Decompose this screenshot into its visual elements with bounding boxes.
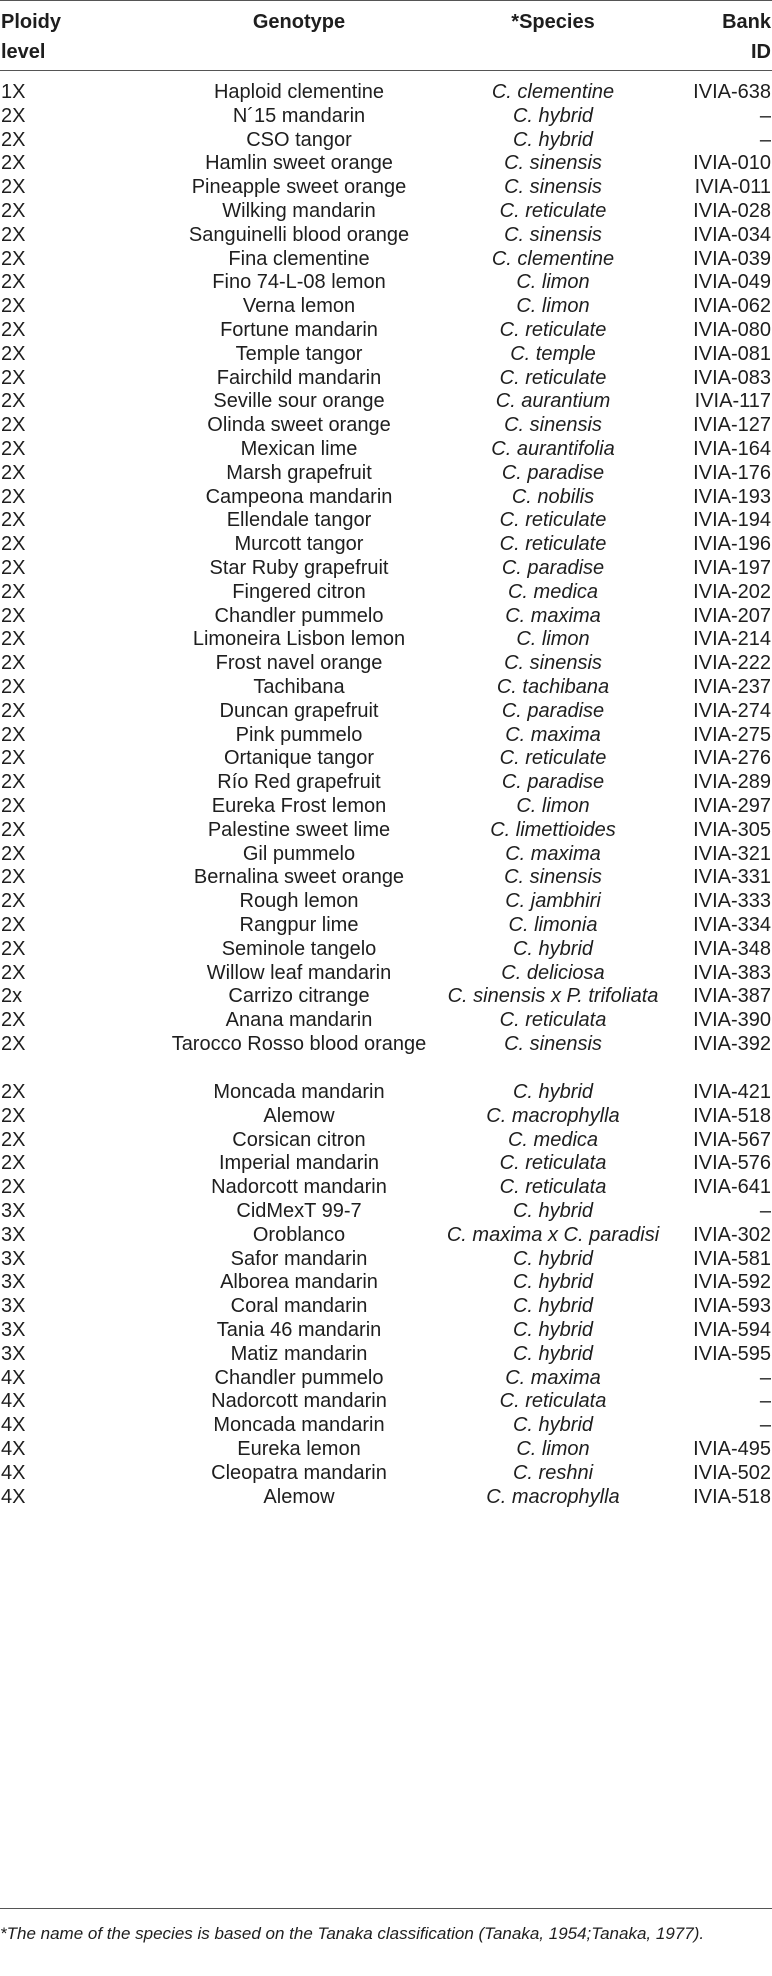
bank-id-cell: IVIA-214 (693, 628, 771, 651)
bank-id-cell: IVIA-592 (693, 1271, 771, 1294)
ploidy-cell: 2X (1, 485, 26, 508)
bank-id-cell: IVIA-237 (693, 676, 771, 698)
species-cell: C. paradise (501, 461, 605, 484)
genotype-cell: Campeona mandarin (205, 485, 393, 508)
genotype-cell: Chandler pummelo (214, 1366, 384, 1389)
ploidy-cell: 2X (1, 342, 26, 365)
bank-id-cell: IVIA-502 (693, 1461, 771, 1484)
species-cell: C. hybrid (512, 937, 594, 960)
species-cell: C. maxima (505, 604, 601, 627)
ploidy-cell: 2X (1, 438, 26, 460)
genotype-cell: Murcott tangor (234, 533, 364, 556)
bank-id-cell: – (759, 128, 771, 151)
species-cell: C. hybrid (512, 1247, 594, 1270)
species-cell: C. sinensis (504, 866, 602, 889)
ploidy-cell: 2X (1, 652, 26, 675)
top-rule (0, 0, 772, 1)
species-cell: C. reticulate (499, 200, 607, 222)
species-cell: C. temple (510, 342, 596, 365)
species-cell: C. hybrid (512, 1200, 594, 1222)
genotype-cell: Fina clementine (228, 247, 370, 270)
genotype-cell: Carrizo citrange (228, 985, 370, 1008)
ploidy-cell: 2X (1, 842, 26, 865)
ploidy-cell: 2X (1, 818, 26, 841)
species-cell: C. medica (507, 1128, 599, 1151)
ploidy-cell: 2X (1, 699, 26, 722)
species-cell: C. reticulate (499, 747, 607, 770)
bank-id-cell: IVIA-518 (693, 1485, 771, 1508)
genotype-cell: Cleopatra mandarin (211, 1461, 387, 1484)
ploidy-cell: 2X (1, 961, 26, 984)
genotype-cell: Rangpur lime (239, 914, 359, 936)
ploidy-cell: 2X (1, 200, 26, 222)
bank-id-cell: IVIA-197 (693, 557, 771, 579)
genotype-cell: Frost navel orange (215, 652, 383, 675)
genotype-cell: Palestine sweet lime (207, 818, 391, 841)
genotype-cell: Imperial mandarin (218, 1152, 380, 1175)
genotype-cell: Oroblanco (252, 1223, 346, 1246)
ploidy-cell: 3X (1, 1247, 26, 1270)
bank-id-cell: IVIA-334 (693, 914, 771, 936)
bank-id-cell: – (759, 104, 771, 127)
ploidy-cell: 2X (1, 461, 26, 484)
species-cell: C. limon (516, 628, 590, 651)
ploidy-cell: 2X (1, 771, 26, 794)
genotype-cell: Hamlin sweet orange (205, 152, 393, 175)
ploidy-cell: 1X (1, 81, 26, 103)
ploidy-cell: 2X (1, 152, 26, 175)
genotype-cell: Pink pummelo (235, 723, 363, 746)
ploidy-cell: 2X (1, 747, 26, 770)
ploidy-cell: 2X (1, 1176, 26, 1199)
ploidy-cell: 2X (1, 1033, 26, 1055)
genotype-cell: Matiz mandarin (230, 1342, 368, 1365)
genotype-cell: Seville sour orange (213, 390, 385, 413)
header-bank-line1: Bank (722, 11, 771, 33)
species-cell: C. hybrid (512, 1081, 594, 1103)
species-cell: C. reticulate (499, 509, 607, 532)
table-footnote: *The name of the species is based on the Tanaka classification (Tanaka, 1954;Tanaka, 1977). (0, 1924, 705, 1943)
ploidy-cell: 3X (1, 1319, 26, 1341)
bank-id-cell: IVIA-594 (693, 1319, 771, 1341)
species-cell: C. paradise (501, 557, 605, 579)
genotype-cell: Fino 74-L-08 lemon (212, 271, 386, 294)
ploidy-cell: 2X (1, 676, 26, 698)
ploidy-cell: 2X (1, 104, 26, 127)
bank-id-cell: IVIA-641 (693, 1176, 771, 1199)
bank-id-cell: IVIA-117 (694, 390, 771, 413)
bank-id-cell: IVIA-274 (693, 699, 771, 722)
ploidy-cell: 4X (1, 1414, 26, 1437)
bank-id-cell: IVIA-275 (693, 723, 771, 746)
bank-id-cell: IVIA-194 (693, 509, 771, 532)
ploidy-cell: 3X (1, 1200, 26, 1222)
bank-id-cell: – (759, 1366, 771, 1389)
header-ploidy-line1: Ploidy (1, 11, 62, 33)
header-bank-line2: ID (751, 41, 771, 63)
genotype-cell: Willow leaf mandarin (206, 961, 392, 984)
bank-id-cell: IVIA-593 (693, 1295, 771, 1318)
ploidy-cell: 2X (1, 1104, 26, 1127)
ploidy-cell: 2X (1, 176, 26, 199)
genotype-cell: Mexican lime (240, 438, 358, 460)
genotype-cell: Fairchild mandarin (216, 366, 382, 389)
bank-id-cell: IVIA-581 (693, 1247, 771, 1270)
genotype-cell: Verna lemon (242, 295, 356, 318)
species-cell: C. sinensis (504, 176, 602, 199)
species-cell: C. aurantium (495, 390, 611, 413)
ploidy-cell: 2X (1, 247, 26, 270)
species-cell: C. sinensis (504, 223, 602, 246)
bank-id-cell: IVIA-567 (693, 1128, 771, 1151)
species-cell: C. tachibana (496, 676, 610, 698)
species-cell: C. limettioides (490, 818, 616, 841)
ploidy-cell: 3X (1, 1342, 26, 1365)
bank-id-cell: IVIA-390 (693, 1009, 771, 1032)
genotype-cell: Marsh grapefruit (226, 461, 372, 484)
bank-id-cell: IVIA-164 (693, 438, 771, 460)
table-row (0, 1482, 772, 1512)
species-cell: C. jambhiri (505, 890, 601, 913)
species-cell: C. hybrid (512, 1295, 594, 1318)
genotype-cell: Anana mandarin (225, 1009, 373, 1032)
species-cell: C. reshni (512, 1461, 594, 1484)
species-cell: C. sinensis (504, 1033, 602, 1055)
genotype-cell: Fortune mandarin (220, 319, 378, 341)
bank-id-cell: IVIA-127 (693, 414, 771, 437)
header-species: *Species (511, 11, 595, 33)
bank-id-cell: IVIA-011 (694, 176, 771, 199)
bank-id-cell: IVIA-196 (693, 533, 771, 556)
ploidy-cell: 2X (1, 557, 26, 579)
bank-id-cell: IVIA-321 (693, 842, 771, 865)
species-cell: C. maxima (505, 1366, 601, 1389)
genotype-cell: Tania 46 mandarin (216, 1319, 382, 1341)
ploidy-cell: 4X (1, 1390, 26, 1413)
species-cell: C. maxima (505, 842, 601, 865)
ploidy-cell: 2X (1, 604, 26, 627)
bank-id-cell: IVIA-387 (693, 985, 771, 1008)
ploidy-cell: 2x (1, 985, 23, 1008)
bank-id-cell: IVIA-202 (693, 580, 771, 603)
bank-id-cell: IVIA-034 (693, 223, 771, 246)
ploidy-cell: 2X (1, 1009, 26, 1032)
genotype-cell: Pineapple sweet orange (191, 176, 407, 199)
bank-id-cell: IVIA-595 (693, 1342, 771, 1365)
ploidy-cell: 2X (1, 866, 26, 889)
species-cell: C. hybrid (512, 1414, 594, 1437)
species-cell: C. clementine (491, 247, 615, 270)
ploidy-cell: 2X (1, 533, 26, 556)
species-cell: C. hybrid (512, 128, 594, 151)
bank-id-cell: IVIA-028 (693, 200, 771, 222)
ploidy-cell: 3X (1, 1295, 26, 1318)
genotype-cell: Río Red grapefruit (217, 771, 381, 794)
species-cell: C. maxima x C. paradisi (446, 1223, 660, 1246)
species-cell: C. reticulate (499, 533, 607, 556)
ploidy-cell: 2X (1, 628, 26, 651)
genotype-cell: Ortanique tangor (223, 747, 375, 770)
bank-id-cell: – (759, 1200, 771, 1222)
bank-id-cell: IVIA-083 (693, 366, 771, 389)
bank-id-cell: IVIA-305 (693, 818, 771, 841)
ploidy-cell: 2X (1, 795, 26, 817)
species-cell: C. sinensis (504, 152, 602, 175)
species-cell: C. hybrid (512, 1342, 594, 1365)
ploidy-cell: 2X (1, 366, 26, 389)
species-cell: C. medica (507, 580, 599, 603)
genotype-cell: Sanguinelli blood orange (188, 223, 410, 246)
bank-id-cell: IVIA-039 (693, 247, 771, 270)
species-cell: C. deliciosa (501, 961, 605, 984)
genotype-cell: Safor mandarin (230, 1247, 368, 1270)
bank-id-cell: IVIA-207 (693, 604, 771, 627)
bank-id-cell: IVIA-297 (693, 795, 771, 817)
genotype-cell: Nadorcott mandarin (211, 1176, 387, 1199)
genotype-cell: CSO tangor (246, 128, 352, 151)
ploidy-cell: 2X (1, 223, 26, 246)
genotype-cell: Limoneira Lisbon lemon (192, 628, 406, 651)
bank-id-cell: IVIA-383 (693, 961, 771, 984)
genotype-cell: Eureka Frost lemon (211, 795, 387, 817)
species-cell: C. paradise (501, 771, 605, 794)
genotype-cell: Haploid clementine (213, 81, 385, 103)
bank-id-cell: IVIA-392 (693, 1033, 771, 1055)
ploidy-cell: 2X (1, 1152, 26, 1175)
bank-id-cell: – (759, 1414, 771, 1437)
species-cell: C. macrophylla (486, 1104, 620, 1127)
ploidy-cell: 2X (1, 390, 26, 413)
genotype-cell: Bernalina sweet orange (193, 866, 405, 889)
ploidy-cell: 2X (1, 914, 26, 936)
species-cell: C. reticulata (499, 1176, 607, 1199)
genotype-cell: Tachibana (253, 676, 345, 698)
ploidy-cell: 2X (1, 1128, 26, 1151)
genotype-cell: Gil pummelo (242, 842, 356, 865)
ploidy-cell: 2X (1, 890, 26, 913)
bank-id-cell: IVIA-276 (693, 747, 771, 770)
ploidy-cell: 2X (1, 319, 26, 341)
species-cell: C. clementine (491, 81, 615, 103)
genotype-cell: Alborea mandarin (220, 1271, 378, 1294)
bank-id-cell: IVIA-495 (693, 1438, 771, 1460)
species-cell: C. limonia (508, 914, 598, 936)
species-cell: C. aurantifolia (491, 438, 615, 460)
bank-id-cell: IVIA-010 (693, 152, 771, 175)
genotype-cell: Moncada mandarin (213, 1414, 385, 1437)
bank-id-cell: IVIA-576 (693, 1152, 771, 1175)
bank-id-cell: IVIA-302 (693, 1223, 771, 1246)
genotype-cell: N´15 mandarin (232, 104, 366, 127)
genotype-cell: Alemow (263, 1104, 335, 1127)
genotype-cell: Chandler pummelo (214, 604, 384, 627)
bank-id-cell: IVIA-176 (693, 461, 771, 484)
ploidy-cell: 2X (1, 271, 26, 294)
ploidy-cell: 4X (1, 1461, 26, 1484)
ploidy-cell: 2X (1, 295, 26, 318)
genotype-cell: Seminole tangelo (221, 937, 377, 960)
bank-id-cell: – (759, 1390, 771, 1413)
ploidy-cell: 2X (1, 509, 26, 532)
bank-id-cell: IVIA-333 (693, 890, 771, 913)
species-cell: C. limon (516, 295, 590, 318)
header-ploidy-line2: level (1, 41, 46, 63)
bank-id-cell: IVIA-222 (693, 652, 771, 675)
bank-id-cell: IVIA-331 (693, 866, 771, 889)
ploidy-cell: 4X (1, 1366, 26, 1389)
bank-id-cell: IVIA-049 (693, 271, 771, 294)
species-cell: C. reticulate (499, 366, 607, 389)
bottom-rule (0, 1908, 772, 1909)
ploidy-cell: 4X (1, 1485, 26, 1508)
species-cell: C. reticulata (499, 1390, 607, 1413)
species-cell: C. maxima (505, 723, 601, 746)
ploidy-cell: 3X (1, 1223, 26, 1246)
bank-id-cell: IVIA-348 (693, 937, 771, 960)
ploidy-cell: 2X (1, 1081, 26, 1103)
species-cell: C. macrophylla (486, 1485, 620, 1508)
bank-id-cell: IVIA-289 (693, 771, 771, 794)
species-cell: C. hybrid (512, 1271, 594, 1294)
ploidy-cell: 2X (1, 128, 26, 151)
ploidy-cell: 2X (1, 580, 26, 603)
species-cell: C. limon (516, 795, 590, 817)
bank-id-cell: IVIA-193 (693, 485, 771, 508)
species-cell: C. sinensis x P. trifoliata (447, 985, 659, 1008)
species-cell: C. nobilis (511, 485, 595, 508)
bank-id-cell: IVIA-518 (693, 1104, 771, 1127)
genotype-cell: Ellendale tangor (226, 509, 372, 532)
genotype-cell: Star Ruby grapefruit (209, 557, 389, 579)
species-cell: C. sinensis (504, 414, 602, 437)
bank-id-cell: IVIA-080 (693, 319, 771, 341)
species-cell: C. limon (516, 271, 590, 294)
genotype-cell: Temple tangor (235, 342, 363, 365)
header-rule (0, 70, 772, 71)
genotype-cell: Wilking mandarin (222, 200, 376, 222)
genotype-cell: Nadorcott mandarin (211, 1390, 387, 1413)
genotype-cell: Corsican citron (232, 1128, 366, 1151)
species-cell: C. sinensis (504, 652, 602, 675)
ploidy-cell: 2X (1, 723, 26, 746)
genotype-cell: Coral mandarin (230, 1295, 368, 1318)
species-cell: C. reticulata (499, 1009, 607, 1032)
genotype-cell: Duncan grapefruit (219, 699, 379, 722)
genotype-cell: CidMexT 99-7 (236, 1200, 362, 1222)
bank-id-cell: IVIA-081 (693, 342, 771, 365)
species-cell: C. reticulata (499, 1152, 607, 1175)
genotype-cell: Moncada mandarin (213, 1081, 385, 1103)
ploidy-cell: 4X (1, 1438, 26, 1460)
bank-id-cell: IVIA-638 (693, 81, 771, 103)
species-cell: C. hybrid (512, 104, 594, 127)
genotype-cell: Tarocco Rosso blood orange (171, 1033, 427, 1055)
genotype-cell: Olinda sweet orange (207, 414, 391, 437)
ploidy-cell: 2X (1, 414, 26, 437)
species-cell: C. hybrid (512, 1319, 594, 1341)
ploidy-cell: 3X (1, 1271, 26, 1294)
header-genotype: Genotype (252, 11, 346, 33)
species-cell: C. limon (516, 1438, 590, 1460)
species-cell: C. paradise (501, 699, 605, 722)
genotype-cell: Rough lemon (239, 890, 359, 913)
genotype-cell: Alemow (263, 1485, 335, 1508)
ploidy-cell: 2X (1, 937, 26, 960)
species-cell: C. reticulate (499, 319, 607, 341)
bank-id-cell: IVIA-062 (693, 295, 771, 318)
genotype-cell: Fingered citron (232, 580, 366, 603)
genotype-cell: Eureka lemon (237, 1438, 361, 1460)
bank-id-cell: IVIA-421 (693, 1081, 771, 1103)
